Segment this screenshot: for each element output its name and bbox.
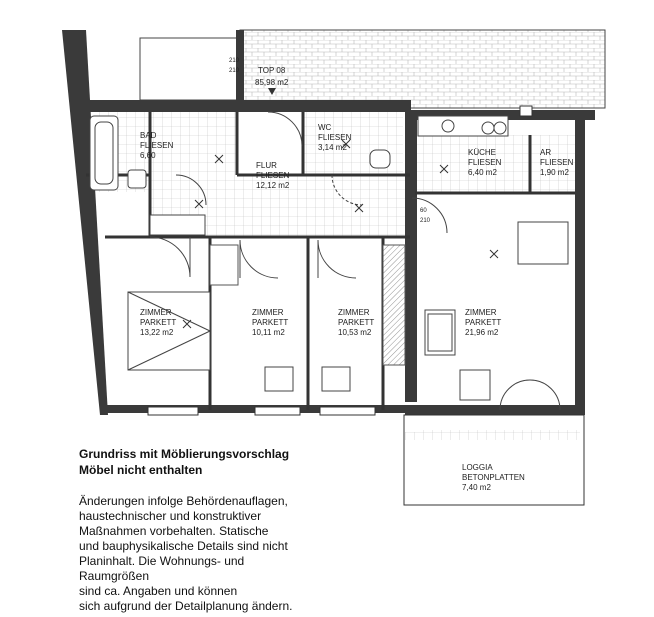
caption-note: Änderungen infolge Behördenauflagen, haustechnischer und konstruktiver Maßnahmen vorbehalten. Statische und bauphysikalische Details sind nicht Planinhalt. Die Wohnungs- und Raumgrößen sind ca. Angaben und können sich aufgrund der Detailplanung ändern. — [79, 494, 293, 613]
room-label-kueche-name: KÜCHE — [468, 148, 497, 157]
desk-2 — [322, 367, 350, 391]
room-label-zimmer3-floor: PARKETT — [338, 318, 375, 327]
stove-icon — [494, 122, 506, 134]
wc-bowl — [370, 150, 390, 168]
unit-name: TOP 08 — [258, 66, 286, 75]
washbasin — [128, 170, 146, 188]
dining-table — [518, 222, 568, 264]
room-label-zimmer2-area: 10,11 m2 — [252, 328, 285, 337]
room-label-zimmer1-area: 13,22 m2 — [140, 328, 174, 337]
dim-label: 210 — [229, 58, 240, 64]
room-label-zimmer4-name: ZIMMER — [465, 308, 497, 317]
room-label-wc-floor: FLIESEN — [318, 133, 352, 142]
room-label-kueche-area: 6,40 m2 — [468, 168, 497, 177]
sofa-chair — [460, 370, 490, 400]
room-label-flur-area: 12,12 m2 — [256, 181, 290, 190]
room-label-wc-area: 3,14 m2 — [318, 143, 347, 152]
desk-1 — [265, 367, 293, 391]
loggia-outline — [404, 415, 584, 505]
plan-caption — [79, 446, 419, 614]
room-label-flur-name: FLUR — [256, 161, 277, 170]
room-label-kueche-floor: FLIESEN — [468, 158, 502, 167]
room-label-bad-area: 6,60 — [140, 151, 156, 160]
room-label-ar-floor: FLIESEN — [540, 158, 574, 167]
dim-label: 210 — [229, 68, 240, 74]
caption-title-2: Möbel nicht enthalten — [79, 463, 203, 477]
room-label-zimmer3-area: 10,53 m2 — [338, 328, 372, 337]
terrace-paving — [240, 30, 605, 108]
dim-label: 210 — [420, 218, 431, 224]
room-label-zimmer2-floor: PARKETT — [252, 318, 289, 327]
room-label-bad-name: BAD — [140, 131, 157, 140]
room-label-zimmer4-floor: PARKETT — [465, 318, 502, 327]
room-label-ar-area: 1,90 m2 — [540, 168, 569, 177]
sink-icon — [442, 120, 454, 132]
room-label-wc-name: WC — [318, 123, 332, 132]
room-label-loggia-name: LOGGIA — [462, 463, 493, 472]
room-label-zimmer1-floor: PARKETT — [140, 318, 177, 327]
room-label-ar-name: AR — [540, 148, 552, 157]
room-label-zimmer1-name: ZIMMER — [140, 308, 172, 317]
neighbour-area — [140, 38, 240, 100]
room-label-loggia-floor: BETONPLATTEN — [462, 473, 525, 482]
dim-label: 60 — [420, 208, 427, 214]
room-label-flur-floor: FLIESEN — [256, 171, 290, 180]
caption-title-1: Grundriss mit Möblierungsvorschlag — [79, 447, 290, 461]
unit-area: 85,98 m2 — [255, 78, 289, 87]
room-label-zimmer4-area: 21,96 m2 — [465, 328, 499, 337]
room-label-loggia-area: 7,40 m2 — [462, 483, 491, 492]
loggia-paving — [418, 430, 578, 436]
wardrobe — [150, 215, 205, 235]
room-label-zimmer2-name: ZIMMER — [252, 308, 284, 317]
room-label-zimmer3-name: ZIMMER — [338, 308, 370, 317]
room-label-bad-floor: FLIESEN — [140, 141, 174, 150]
